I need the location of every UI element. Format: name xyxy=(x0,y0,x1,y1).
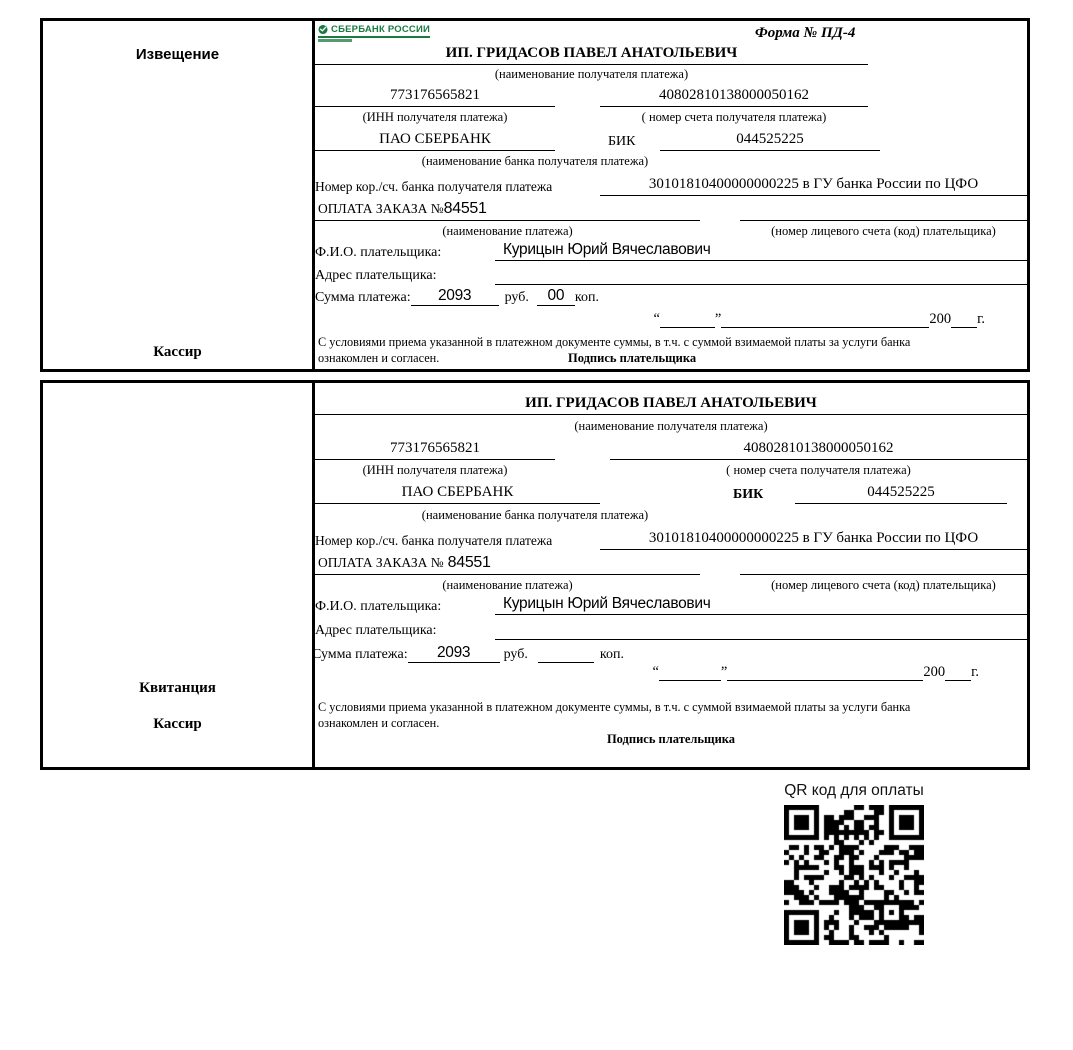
payment-name-hint: (наименование платежа) xyxy=(442,578,573,592)
side-label-kassir: Кассир xyxy=(153,344,202,360)
order-number: 84551 xyxy=(447,554,491,571)
date-year-field xyxy=(951,312,977,328)
payment-name-field xyxy=(315,554,700,575)
year-suffix: г. xyxy=(971,664,979,680)
inn-value: 773176565821 xyxy=(315,440,555,460)
sberbank-logo xyxy=(318,24,430,42)
open-quote: “ xyxy=(652,664,659,680)
korr-value: 30101810400000000225 в ГУ банка России по ЦФО xyxy=(600,530,1027,550)
amount-kop-value: 00 xyxy=(537,287,575,306)
side-label-izveshchenie: Извещение xyxy=(135,46,220,63)
date-month-field xyxy=(727,665,923,681)
receipt-section xyxy=(40,380,1030,770)
date-line xyxy=(652,664,979,681)
bik-value: 044525225 xyxy=(660,131,880,151)
sberbank-coin-icon xyxy=(318,24,328,35)
side-label-kassir: Кассир xyxy=(153,716,202,732)
date-month-field xyxy=(721,312,929,328)
inn-value: 773176565821 xyxy=(315,87,555,107)
payer-signature-label: Подпись плательщика xyxy=(606,732,736,746)
kop-label: коп. xyxy=(599,647,624,662)
account-hint: ( номер счета получателя платежа) xyxy=(726,463,911,477)
agreement-line1: С условиями приема указанной в платежном документе суммы, в т.ч. с суммой взимаемой платы за услуги банка xyxy=(318,700,911,714)
agreement-line1: С условиями приема указанной в платежном документе суммы, в т.ч. с суммой взимаемой платы за услуги банка xyxy=(318,335,911,349)
personal-account-field xyxy=(740,200,1027,221)
notice-side-column xyxy=(43,21,315,369)
year-prefix: 200 xyxy=(923,664,946,680)
amount-rub-value: 2093 xyxy=(411,287,499,306)
bik-label: БИК xyxy=(733,487,764,502)
payer-address-label: Адрес плательщика: xyxy=(315,268,437,283)
account-hint: ( номер счета получателя платежа) xyxy=(641,110,827,124)
amount-rub-value: 2093 xyxy=(408,644,500,663)
korr-label: Номер кор./сч. банка получателя платежа xyxy=(315,179,553,194)
qr-code xyxy=(784,805,924,945)
payer-fio-label: Ф.И.О. плательщика: xyxy=(315,599,442,614)
inn-hint: (ИНН получателя платежа) xyxy=(362,463,508,477)
order-number: 84551 xyxy=(443,200,487,217)
date-year-field xyxy=(945,665,971,681)
payer-fio-label: Ф.И.О. плательщика: xyxy=(315,245,442,260)
payment-name-hint: (наименование платежа) xyxy=(442,224,573,238)
bank-name-value: ПАО СБЕРБАНК xyxy=(315,131,555,151)
receipt-side-column xyxy=(43,383,315,767)
payer-address-field xyxy=(495,264,1027,285)
inn-hint: (ИНН получателя платежа) xyxy=(362,110,508,124)
year-prefix: 200 xyxy=(929,311,952,327)
sum-label: Сумма платежа: xyxy=(312,647,408,662)
qr-payment-block xyxy=(779,782,929,950)
payment-name-field xyxy=(315,200,700,221)
amount-kop-value xyxy=(538,662,594,663)
account-value: 40802810138000050162 xyxy=(610,440,1027,460)
sum-row xyxy=(315,287,599,306)
payer-fio-value: Курицын Юрий Вячеславович xyxy=(495,241,1027,261)
sberbank-brand-text: СБЕРБАНК РОССИИ xyxy=(331,24,430,35)
logo-subtext xyxy=(318,39,352,42)
date-day-field xyxy=(659,665,721,681)
agreement-line2: ознакомлен и согласен. xyxy=(318,716,440,730)
personal-account-hint: (номер лицевого счета (код) плательщика) xyxy=(771,578,996,592)
recipient-name: ИП. ГРИДАСОВ ПАВЕЛ АНАТОЛЬЕВИЧ xyxy=(315,395,1027,415)
kop-label: коп. xyxy=(574,290,599,305)
agreement-line2 xyxy=(318,351,1024,366)
personal-account-field xyxy=(740,554,1027,575)
date-line xyxy=(653,311,985,328)
side-label-kvitanciya: Квитанция xyxy=(139,680,216,696)
logo-rule xyxy=(318,36,430,38)
date-day-field xyxy=(660,312,715,328)
bank-name-value: ПАО СБЕРБАНК xyxy=(315,484,600,504)
bank-hint: (наименование банка получателя платежа) xyxy=(421,154,649,168)
payer-address-label: Адрес плательщика: xyxy=(315,623,437,638)
bik-label: БИК xyxy=(608,134,636,149)
sum-row xyxy=(312,644,624,663)
notice-form-area xyxy=(315,21,1027,369)
receipt-form-area xyxy=(312,383,1027,767)
form-number-label: Форма № ПД-4 xyxy=(755,25,856,41)
open-quote: “ xyxy=(653,311,660,327)
recipient-hint: (наименование получателя платежа) xyxy=(494,67,689,81)
rub-label: руб. xyxy=(503,647,528,662)
recipient-hint: (наименование получателя платежа) xyxy=(574,419,768,433)
year-suffix: г. xyxy=(977,311,985,327)
bank-hint: (наименование банка получателя платежа) xyxy=(421,508,649,522)
personal-account-hint: (номер лицевого счета (код) плательщика) xyxy=(771,224,996,238)
bik-value: 044525225 xyxy=(795,484,1007,504)
order-prefix: ОПЛАТА ЗАКАЗА № xyxy=(318,555,444,570)
qr-caption: QR код для оплаты xyxy=(784,782,924,799)
payer-address-field xyxy=(495,619,1027,640)
account-value: 40802810138000050162 xyxy=(600,87,868,107)
notice-section xyxy=(40,18,1030,372)
korr-value: 30101810400000000225 в ГУ банка России по ЦФО xyxy=(600,176,1027,196)
close-quote: ” xyxy=(720,664,728,680)
sum-label: Сумма платежа: xyxy=(315,290,411,305)
rub-label: руб. xyxy=(504,290,529,305)
payer-signature-label: Подпись плательщика xyxy=(568,351,697,365)
payer-fio-value: Курицын Юрий Вячеславович xyxy=(495,595,1027,615)
close-quote: ” xyxy=(714,311,722,327)
recipient-name: ИП. ГРИДАСОВ ПАВЕЛ АНАТОЛЬЕВИЧ xyxy=(315,45,868,65)
korr-label: Номер кор./сч. банка получателя платежа xyxy=(315,533,553,548)
order-prefix: ОПЛАТА ЗАКАЗА № xyxy=(318,201,444,216)
agreement-consent: ознакомлен и согласен. xyxy=(318,351,440,365)
